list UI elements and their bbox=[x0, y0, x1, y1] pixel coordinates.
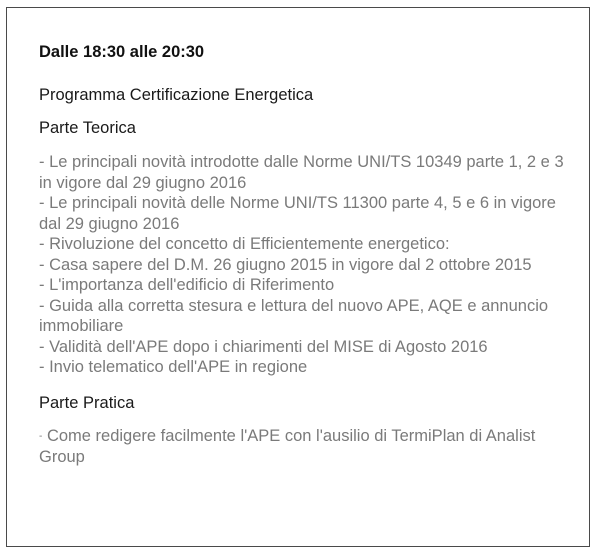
theory-section-title: Parte Teorica bbox=[39, 119, 136, 137]
list-item bbox=[39, 426, 569, 468]
program-title: Programma Certificazione Energetica bbox=[39, 86, 314, 104]
schedule-time: Dalle 18:30 alle 20:30 bbox=[39, 43, 205, 61]
list-item: - Casa sapere del D.M. 26 giugno 2015 in vigore dal 2 ottobre 2015 bbox=[39, 255, 532, 274]
list-item: - Validità dell'APE dopo i chiarimenti del MISE di Agosto 2016 bbox=[39, 337, 488, 356]
list-item: - Invio telematico dell'APE in regione bbox=[39, 358, 308, 376]
content-frame bbox=[6, 7, 590, 547]
practice-list bbox=[39, 426, 569, 468]
list-item-text: Come redigere facilmente l'APE con l'ausilio di TermiPlan di Analist Group bbox=[39, 426, 536, 466]
list-item: - Le principali novità delle Norme UNI/TS 11300 parte 4, 5 e 6 in vigore dal 29 giugno 2016 bbox=[39, 194, 556, 233]
list-item: - Le principali novità introdotte dalle Norme UNI/TS 10349 parte 1, 2 e 3 in vigore dal 29 giugno 2016 bbox=[39, 153, 564, 192]
theory-list bbox=[39, 152, 569, 378]
practice-section-title: Parte Pratica bbox=[39, 393, 135, 412]
list-item: - L'importanza dell'edificio di Riferimento bbox=[39, 276, 335, 294]
bullet-dash: - bbox=[39, 430, 43, 442]
content-body bbox=[39, 41, 569, 468]
list-item: - Guida alla corretta stesura e lettura del nuovo APE, AQE e annuncio immobiliare bbox=[39, 296, 549, 335]
list-item: - Rivoluzione del concetto di Efficientemente energetico: bbox=[39, 235, 450, 253]
